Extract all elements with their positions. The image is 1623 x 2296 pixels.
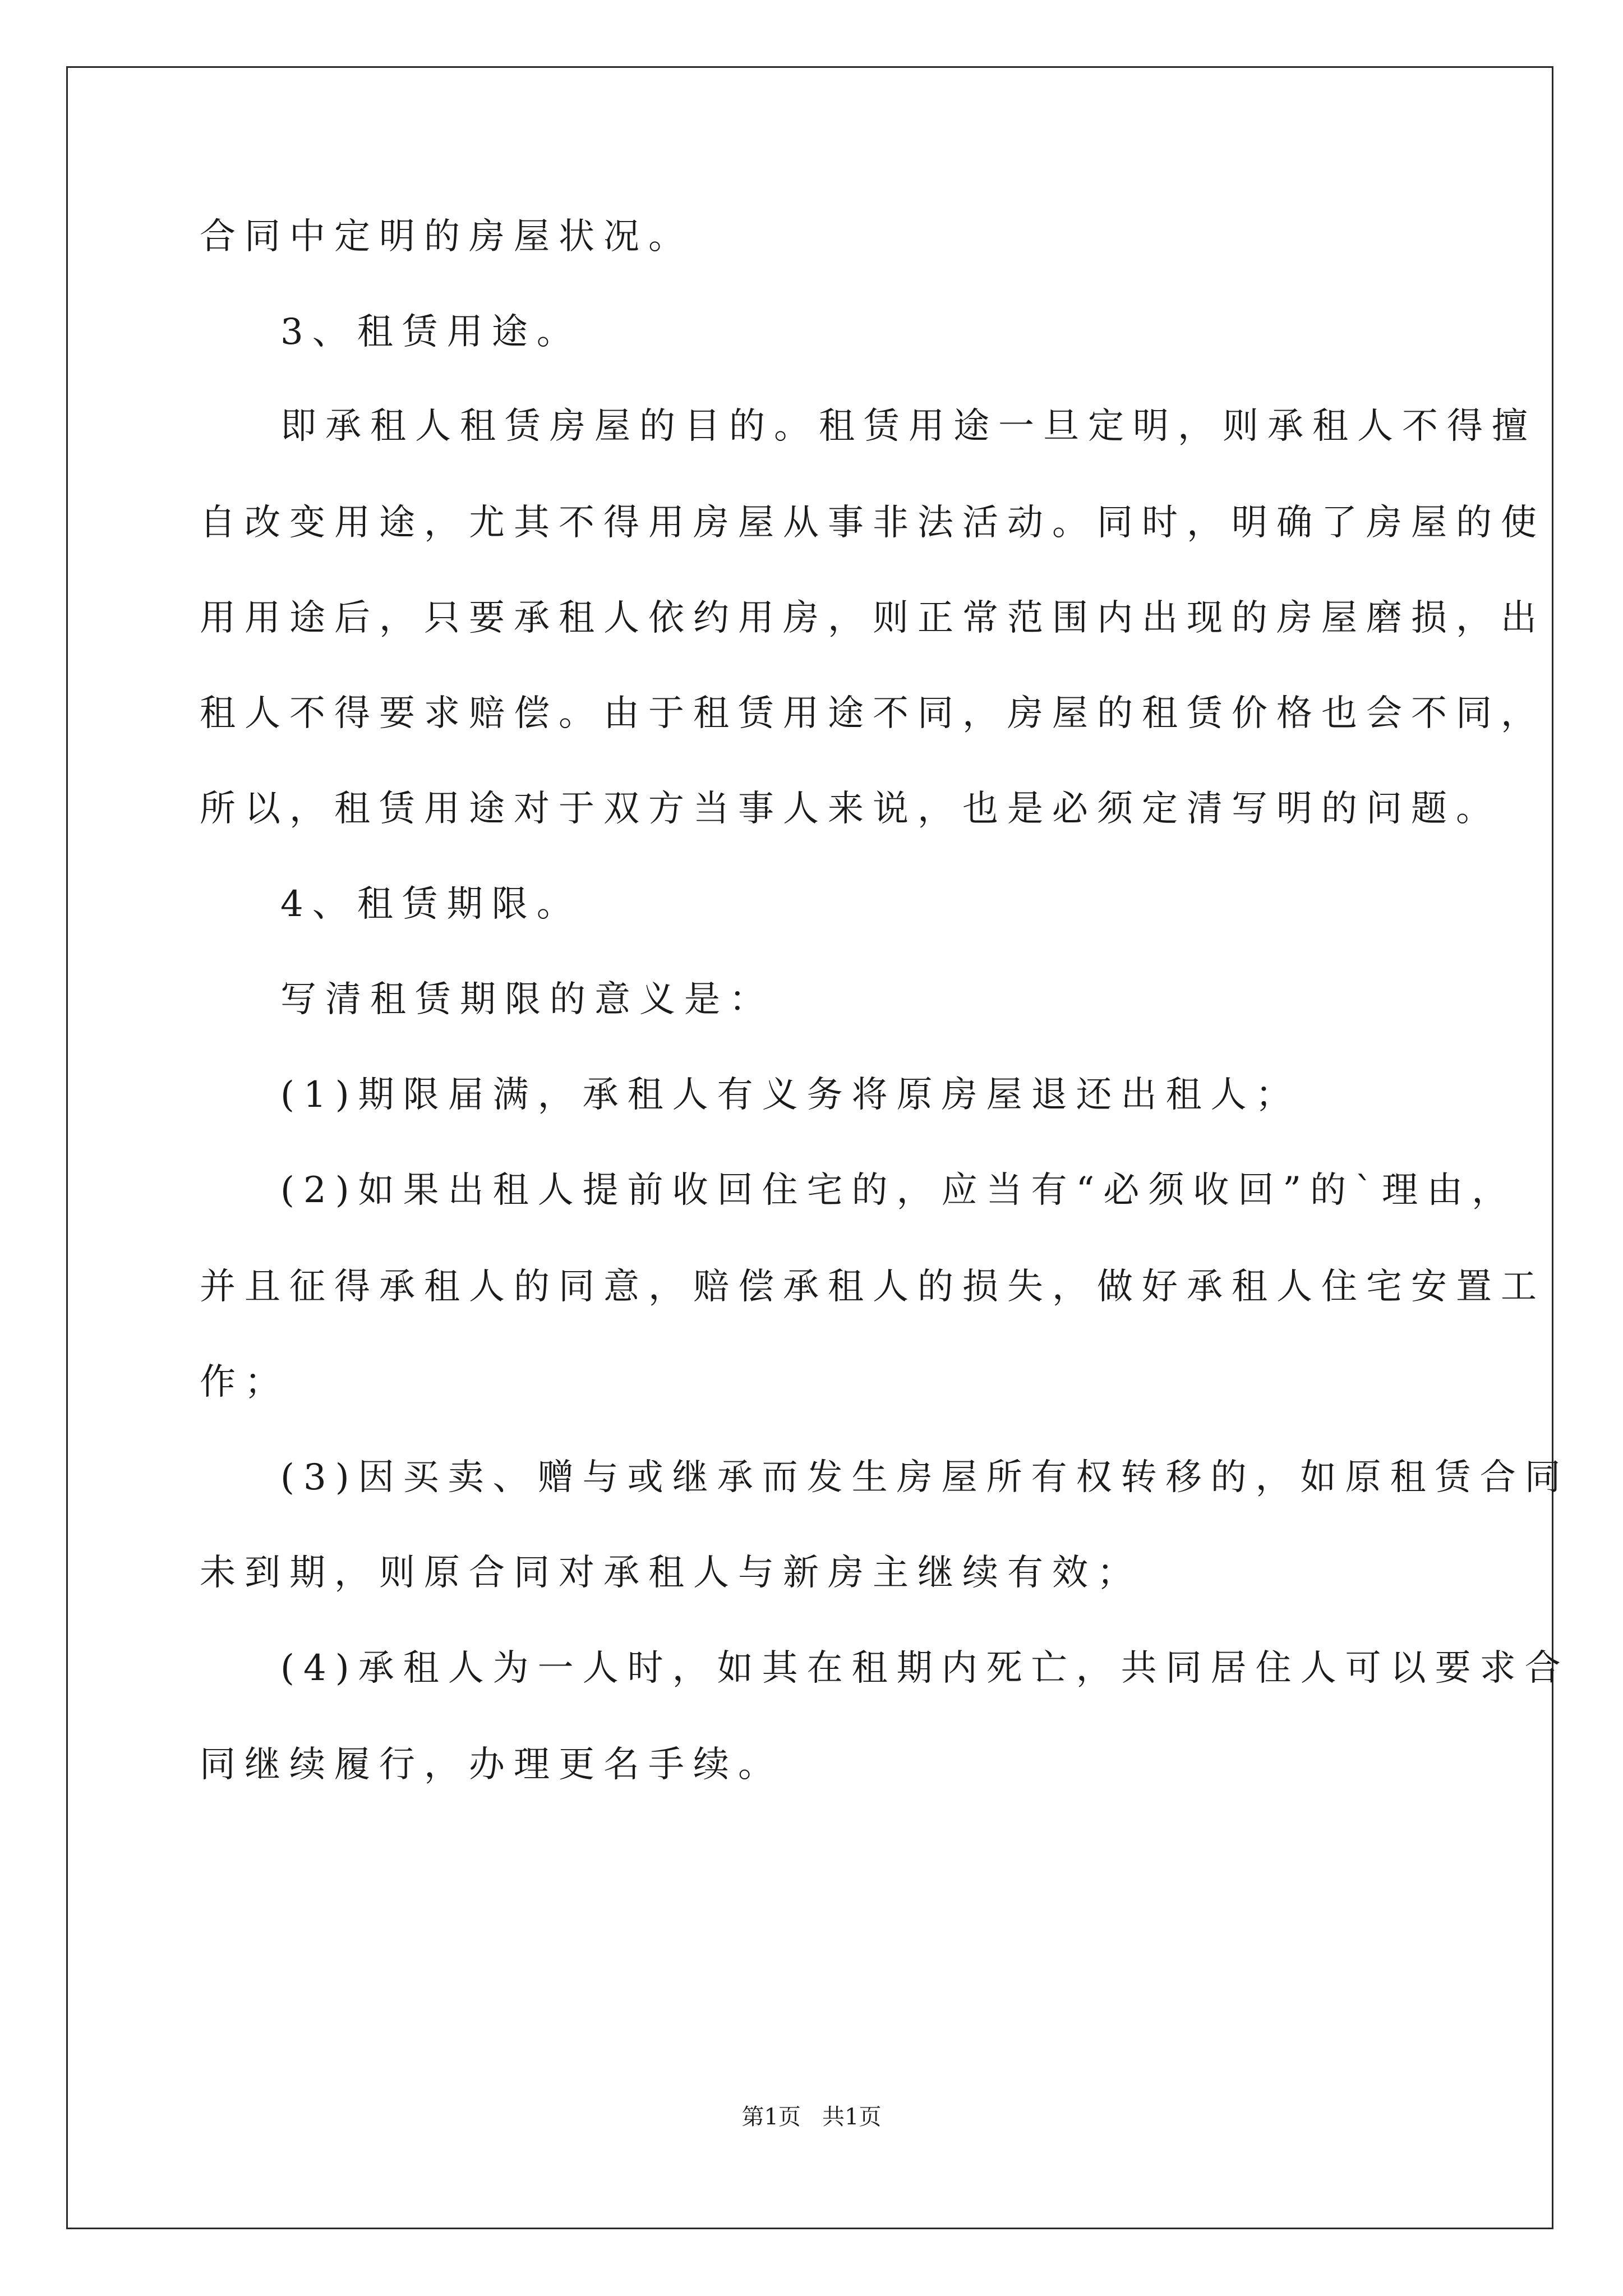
text-line: 自改变用途，尤其不得用房屋从事非法活动。同时，明确了房屋的使 — [200, 502, 1546, 544]
text-line: 未到期，则原合同对承租人与新房主继续有效； — [200, 1552, 1142, 1594]
text-line: 所以，租赁用途对于双方当事人来说，也是必须定清写明的问题。 — [200, 788, 1501, 830]
text-line: 即承租人租赁房屋的目的。租赁用途一旦定明，则承租人不得擅 — [280, 406, 1537, 447]
text-line: 作； — [200, 1361, 289, 1403]
text-line: 合同中定明的房屋状况。 — [200, 216, 693, 257]
text-line: 写清租赁期限的意义是： — [280, 979, 774, 1020]
list-item: (1)期限届满，承租人有义务将原房屋退还出租人； — [280, 1074, 1301, 1116]
page-border — [66, 66, 1553, 2229]
page-number-footer: 第1页 共1页 — [741, 2104, 882, 2130]
list-item: (4)承租人为一人时，如其在租期内死亡，共同居住人可以要求合 — [280, 1648, 1570, 1689]
section-heading: 4、租赁期限。 — [280, 884, 582, 925]
text-line: 用用途后，只要承租人依约用房，则正常范围内出现的房屋磨损，出 — [200, 597, 1546, 639]
section-heading: 3、租赁用途。 — [280, 311, 582, 353]
text-line: 租人不得要求赔偿。由于租赁用途不同，房屋的租赁价格也会不同， — [200, 693, 1546, 734]
list-item: (2)如果出租人提前收回住宅的，应当有“必须收回”的`理由， — [280, 1170, 1517, 1211]
text-line: 并且征得承租人的同意，赔偿承租人的损失，做好承租人住宅安置工 — [200, 1266, 1546, 1308]
text-line: 同继续履行，办理更名手续。 — [200, 1744, 783, 1786]
list-item: (3)因买卖、赠与或继承而发生房屋所有权转移的，如原租赁合同 — [280, 1457, 1570, 1498]
